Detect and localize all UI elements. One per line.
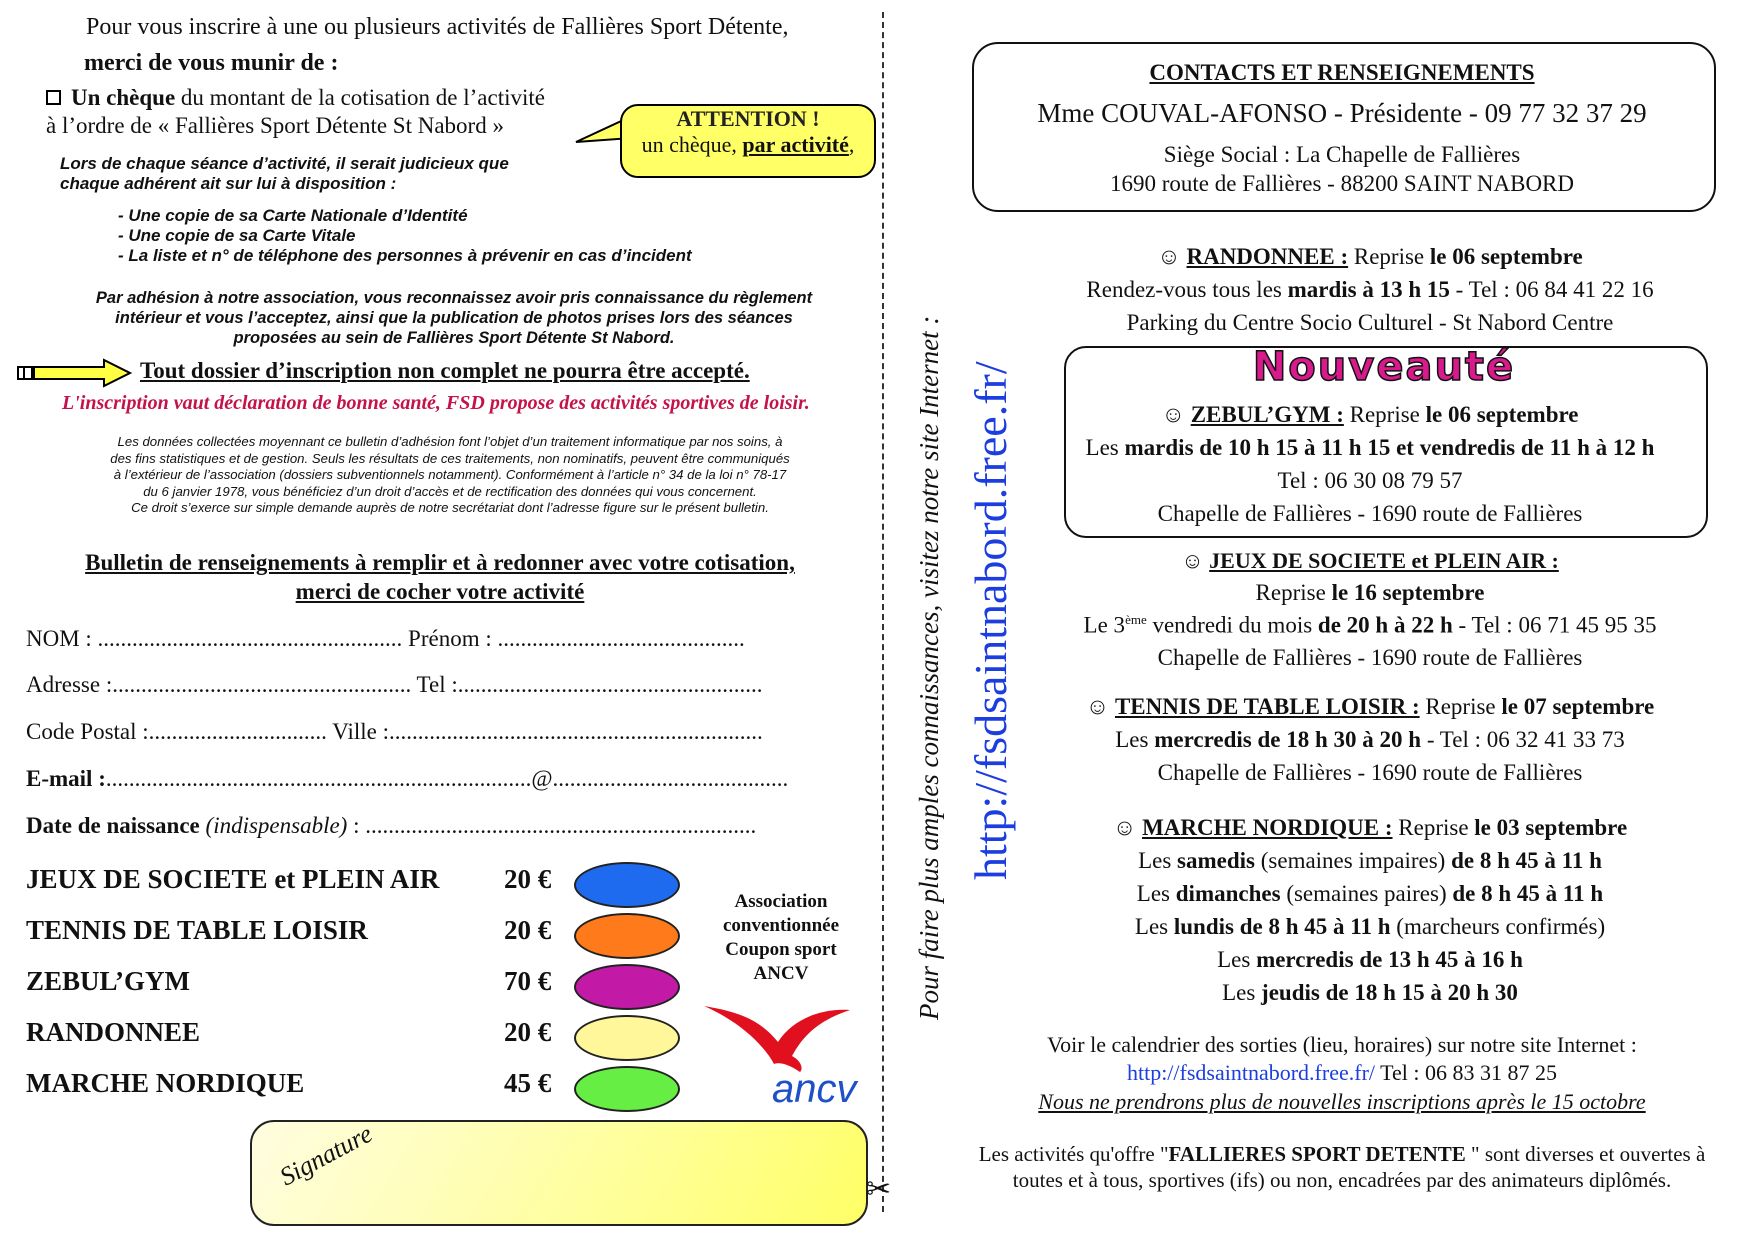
instructions: [60, 154, 509, 194]
site-tel: Tel : 06 83 31 87 25: [1375, 1060, 1558, 1085]
reprise-text: Reprise: [1343, 402, 1426, 427]
text-d: de 8 h 45 à 11 h: [1452, 881, 1604, 906]
code-postal-ville-field[interactable]: Code Postal :............................... Ville :.................................................................: [26, 719, 763, 744]
site-line: [932, 1060, 1752, 1086]
email-dots: ..........................................................................@.........................................: [105, 766, 789, 791]
contacts-title: CONTACTS ET RENSEIGNEMENTS: [1149, 60, 1535, 85]
activity-checkbox-randonnee[interactable]: [574, 1015, 680, 1061]
activity-name: JEUX DE SOCIETE et PLEIN AIR: [26, 864, 440, 894]
text-a: Les: [1217, 947, 1257, 972]
intro-line-2: merci de vous munir de :: [84, 50, 339, 76]
inscriptions-deadline: Nous ne prendrons plus de nouvelles inscriptions après le 15 octobre: [1038, 1089, 1646, 1114]
activity-price: 45 €: [504, 1068, 552, 1098]
zebul-title: [960, 402, 1754, 428]
rgpd-line: Les données collectées moyennant ce bulletin d’adhésion font l’objet d’un traitement informatique par nos soins, à: [117, 434, 783, 449]
ancv-line: conventionnée: [722, 915, 840, 936]
adhesion-notice: [26, 288, 882, 348]
marche-line-6: [960, 980, 1754, 1006]
arrow-right-icon: [16, 358, 134, 388]
text-b: FALLIERES SPORT DETENTE: [1168, 1142, 1466, 1166]
text-c: (marcheurs confirmés): [1390, 914, 1606, 939]
checkbox-icon: [46, 90, 61, 105]
footer-line-2: toutes et à tous, sportives (ifs) ou non, encadrées par des animateurs diplômés.: [1012, 1168, 1672, 1192]
zebul-line-4: Chapelle de Fallières - 1690 route de Fallières: [1157, 501, 1583, 526]
ancv-text: [706, 890, 856, 986]
randonnee-date: le 06 septembre: [1429, 244, 1583, 269]
adhesion-line-3: proposées au sein de Fallières Sport Détente St Nabord.: [233, 329, 675, 347]
text-a: Les: [1085, 435, 1125, 460]
dossier-warning: Tout dossier d’inscription non complet ne pourra être accepté.: [140, 358, 750, 383]
nom-prenom-field[interactable]: NOM : ..................................................... Prénom : ...........................................: [26, 626, 745, 651]
smiley-icon: ☺: [1161, 402, 1185, 427]
jeux-title: [960, 548, 1754, 574]
marche-title: [960, 815, 1754, 841]
activity-checkbox-jeux[interactable]: [574, 862, 680, 908]
text-a: Rendez-vous tous les: [1086, 277, 1288, 302]
attention-callout: [620, 104, 876, 178]
text-a: Les activités qu'offre ": [978, 1142, 1169, 1166]
text-b: lundis de 8 h 45 à 11 h: [1173, 914, 1391, 939]
tennis-label: TENNIS DE TABLE LOISIR :: [1114, 694, 1420, 719]
ancv-logo-text: ancv: [772, 1067, 857, 1108]
smiley-icon: ☺: [1085, 694, 1110, 719]
text-b: dimanches: [1175, 881, 1281, 906]
cheque-label: Un chèque: [71, 85, 176, 110]
activity-price: 20 €: [504, 864, 552, 894]
jeux-line-2: [960, 580, 1754, 606]
rgpd-line: à l’extérieur de l’association (dossiers subventionnels notamment). Conformément à l’article n° 34 de la loi n° 78-17: [113, 467, 787, 482]
list-item: - Une copie de sa Carte Vitale: [118, 226, 356, 245]
tennis-line-3: Chapelle de Fallières - 1690 route de Fallières: [1157, 760, 1583, 785]
text-a: Les: [1222, 980, 1262, 1005]
signature-label: Signature: [274, 1118, 377, 1192]
activity-name: MARCHE NORDIQUE: [26, 1068, 305, 1098]
text-c: (semaines impaires): [1255, 848, 1452, 873]
adresse-tel-field[interactable]: Adresse :.................................................... Tel :.....................................................: [26, 672, 763, 697]
zebul-line-3: Tel : 06 30 08 79 57: [1277, 468, 1463, 493]
list-item: - La liste et n° de téléphone des personnes à prévenir en cas d’incident: [118, 246, 692, 265]
activity-price: 70 €: [504, 966, 552, 996]
activity-checkbox-tennis[interactable]: [574, 913, 680, 959]
activity-name: TENNIS DE TABLE LOISIR: [26, 915, 368, 945]
text-b: samedis: [1177, 848, 1255, 873]
date-naissance-field[interactable]: [26, 813, 836, 839]
activity-price: 20 €: [504, 1017, 552, 1047]
vertical-website-text: Pour faire plus amples connaissances, visitez notre site Internet :: [914, 315, 944, 1020]
siege-line-2: 1690 route de Fallières - 88200 SAINT NABORD: [1110, 171, 1574, 196]
zebul-date: le 06 septembre: [1425, 402, 1579, 427]
randonnee-line-3: Parking du Centre Socio Culturel - St Nabord Centre: [1126, 310, 1614, 335]
text-a: Les: [1138, 848, 1178, 873]
text-c: - Tel : 06 32 41 33 73: [1421, 727, 1625, 752]
cheque-requirement: [46, 84, 626, 140]
activity-checkbox-marche[interactable]: [574, 1066, 680, 1112]
instructions-line-1: Lors de chaque séance d’activité, il serait judicieux que: [60, 154, 509, 173]
bulletin-line-1: Bulletin de renseignements à remplir et à redonner avec votre cotisation,: [85, 550, 795, 575]
sante-notice: L'inscription vaut déclaration de bonne santé, FSD propose des activités sportives de loisir.: [62, 392, 810, 414]
list-item: - Une copie de sa Carte Nationale d’Identité: [118, 206, 468, 225]
marche-line-5: [960, 947, 1754, 973]
text-a: Les: [1136, 881, 1176, 906]
bulletin-title: [40, 548, 840, 606]
rgpd-notice: [14, 434, 886, 517]
text-b: mercredis de 13 h 45 à 16 h: [1256, 947, 1523, 972]
nouveaute-title: Nouveauté: [1252, 344, 1516, 390]
tennis-title: [960, 694, 1754, 720]
activity-price: 20 €: [504, 915, 552, 945]
vertical-website-link[interactable]: http://fsdsaintnabord.free.fr/: [965, 361, 1016, 880]
footer-line-1: [932, 1142, 1752, 1167]
reprise-text: Reprise: [1392, 815, 1475, 840]
cheque-order: à l’ordre de « Fallières Sport Détente St Nabord »: [46, 113, 504, 138]
attention-text-b: par activité: [742, 132, 849, 157]
zebul-label: ZEBUL’GYM :: [1190, 402, 1344, 427]
text-b: mercredis de 18 h 30 à 20 h: [1154, 727, 1422, 752]
marche-line-2: [960, 848, 1754, 874]
text-c: de 20 h à 22 h: [1317, 612, 1453, 638]
text-c: (semaines paires): [1280, 881, 1453, 906]
jeux-label: JEUX DE SOCIETE et PLEIN AIR :: [1209, 548, 1559, 573]
siege-line-1: Siège Social : La Chapelle de Fallières: [1163, 142, 1521, 167]
intro-line-1: Pour vous inscrire à une ou plusieurs activités de Fallières Sport Détente,: [86, 14, 789, 40]
email-label: E-mail :: [26, 766, 106, 791]
smiley-icon: ☺: [1157, 244, 1181, 269]
adhesion-line-1: Par adhésion à notre association, vous reconnaissez avoir pris connaissance du règlement: [95, 289, 813, 307]
email-field[interactable]: [26, 766, 836, 792]
text-a: Les: [1115, 727, 1155, 752]
calendrier-text: Voir le calendrier des sorties (lieu, horaires) sur notre site Internet :: [1047, 1032, 1637, 1057]
text-a: Reprise: [1255, 580, 1332, 605]
naissance-note: (indispensable): [199, 813, 348, 838]
activity-name: ZEBUL’GYM: [26, 966, 191, 996]
marche-label: MARCHE NORDIQUE :: [1142, 815, 1393, 840]
documents-list: [118, 206, 692, 266]
text-b: vendredi du mois: [1146, 612, 1318, 638]
rgpd-line: Ce droit s’exerce sur simple demande auprès de notre secrétariat dont l’adresse figure sur le présent bulletin.: [131, 500, 769, 515]
text-a: Les: [1134, 914, 1174, 939]
text-c: - Tel : 06 84 41 22 16: [1449, 277, 1654, 302]
attention-text: [622, 132, 874, 158]
scissors-icon: ✂: [866, 1173, 892, 1206]
text-d: - Tel : 06 71 45 95 35: [1452, 612, 1657, 638]
bulletin-line-2: merci de cocher votre activité: [295, 579, 585, 604]
text-c: " sont diverses et ouvertes à: [1465, 1142, 1706, 1166]
randonnee-label: RANDONNEE :: [1186, 244, 1349, 269]
attention-text-c: ,: [848, 132, 855, 157]
text-b: mardis de 10 h 15 à 11 h 15 et vendredis de 11 h à 12 h: [1124, 435, 1655, 460]
cheque-text: du montant de la cotisation de l’activité: [175, 85, 545, 110]
randonnee-title: [960, 244, 1754, 270]
text-b: jeudis de 18 h 15 à 20 h 30: [1261, 980, 1518, 1005]
smiley-icon: ☺: [1112, 815, 1137, 840]
text-b: le 16 septembre: [1331, 580, 1485, 605]
reprise-text: Reprise: [1348, 244, 1430, 269]
zebul-line-2: [960, 435, 1754, 461]
attention-title: ATTENTION !: [676, 106, 820, 131]
randonnee-line-2: [960, 277, 1754, 303]
cut-line: [882, 12, 884, 1212]
instructions-line-2: chaque adhérent ait sur lui à disposition :: [60, 174, 397, 193]
attention-text-a: un chèque,: [641, 132, 743, 157]
jeux-line-3: [960, 612, 1754, 639]
ancv-line: ANCV: [753, 963, 809, 984]
president-line: Mme COUVAL-AFONSO - Présidente - 09 77 32 37 29: [1037, 98, 1647, 128]
ancv-logo-icon: [700, 998, 876, 1108]
text-d: de 8 h 45 à 11 h: [1451, 848, 1602, 873]
marche-line-3: [960, 881, 1754, 907]
ancv-line: Association: [734, 891, 828, 912]
adhesion-line-2: intérieur et vous l’acceptez, ainsi que la publication de photos prises lors des séances: [115, 309, 793, 327]
rgpd-line: des fins statistiques et de gestion. Seuls les résultats de ces traitements, non nominatifs, peuvent être communiqués: [110, 450, 790, 466]
reprise-text: Reprise: [1419, 694, 1502, 719]
marche-line-4: [960, 914, 1754, 940]
marche-date: le 03 septembre: [1474, 815, 1628, 840]
tennis-line-2: [960, 727, 1754, 753]
site-link[interactable]: http://fsdsaintnabord.free.fr/: [1126, 1060, 1376, 1085]
text-a: Le 3: [1083, 612, 1126, 638]
rgpd-line: du 6 janvier 1978, vous bénéficiez d’un droit d’accès et de rectification des données qui vous concernent.: [143, 483, 757, 499]
activity-name: RANDONNEE: [26, 1017, 201, 1047]
naissance-dots: : ....................................................................: [347, 813, 757, 838]
text-sup: ème: [1125, 612, 1147, 627]
jeux-line-4: Chapelle de Fallières - 1690 route de Fallières: [1157, 645, 1583, 670]
tennis-date: le 07 septembre: [1501, 694, 1655, 719]
smiley-icon: ☺: [1181, 548, 1204, 573]
naissance-label: Date de naissance: [26, 813, 200, 838]
text-b: mardis à 13 h 15: [1287, 277, 1450, 302]
ancv-line: Coupon sport: [725, 939, 837, 960]
activity-checkbox-zebulgym[interactable]: [574, 964, 680, 1010]
